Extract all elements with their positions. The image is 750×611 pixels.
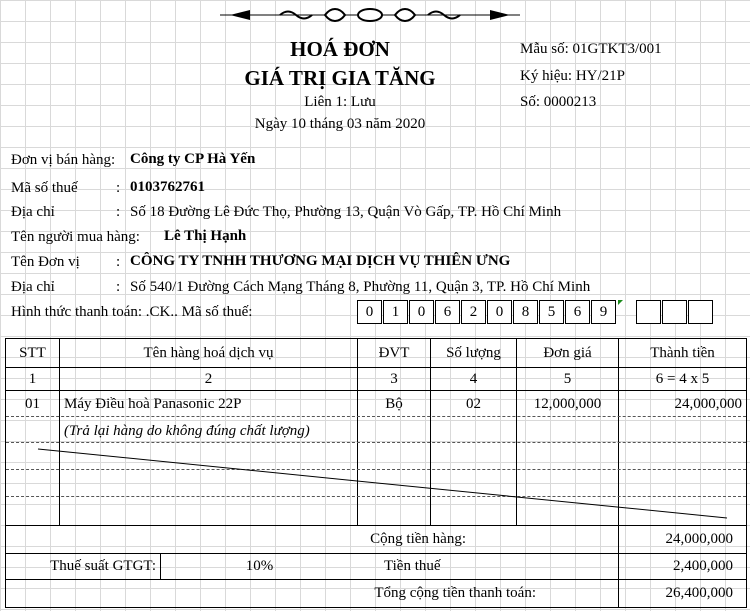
subtotal-value: 24,000,000	[665, 531, 733, 547]
item-name: Máy Điều hoà Panasonic 22P	[64, 396, 242, 412]
vat-rate-value: 10%	[245, 558, 274, 574]
index-cell: 5	[563, 371, 572, 387]
tax-digit-box: 9	[591, 300, 616, 324]
invoice-copy: Liên 1: Lưu	[304, 94, 376, 110]
tax-digit-box: 1	[383, 300, 408, 324]
buyer-address-label: Địa chỉ	[11, 279, 55, 295]
seller-address-label: Địa chỉ	[11, 204, 55, 220]
tax-digit-box: 0	[409, 300, 434, 324]
vat-value: 2,400,000	[673, 558, 733, 574]
buyer-address-colon: :	[116, 279, 121, 295]
vat-rate-label: Thuế suất GTGT:	[50, 558, 156, 574]
tax-digit-box: 5	[539, 300, 564, 324]
tax-digit-box: 6	[435, 300, 460, 324]
form-number: Mẫu số: 01GTKT3/001	[520, 41, 662, 57]
seller-tax-code: 0103762761	[130, 179, 205, 195]
item-price: 12,000,000	[533, 396, 602, 412]
tax-digit-box: 2	[461, 300, 486, 324]
col-header-amount: Thành tiền	[650, 345, 715, 361]
seller-tax-colon: :	[116, 180, 121, 196]
subtotal-label: Cộng tiền hàng:	[370, 531, 466, 547]
col-header-qty: Số lượng	[446, 345, 501, 361]
seller-tax-label: Mã số thuế	[11, 180, 78, 196]
vat-label: Tiền thuế	[384, 558, 441, 574]
seller-address-colon: :	[116, 204, 121, 220]
invoice-subtitle: GIÁ TRỊ GIA TĂNG	[244, 66, 436, 90]
index-cell: 1	[28, 371, 37, 387]
buyer-unit-colon: :	[116, 254, 121, 270]
buyer-name: Lê Thị Hạnh	[164, 228, 247, 244]
grand-total-value: 26,400,000	[665, 585, 733, 601]
tax-digit-box: 8	[513, 300, 538, 324]
buyer-unit: CÔNG TY TNHH THƯƠNG MẠI DỊCH VỤ THIÊN ƯNG	[130, 253, 511, 269]
grand-total-label: Tổng cộng tiền thanh toán:	[374, 585, 536, 601]
index-cell: 3	[390, 371, 398, 387]
item-stt: 01	[25, 396, 40, 412]
invoice-title: HOÁ ĐƠN	[290, 37, 390, 61]
seller-address: Số 18 Đường Lê Đức Thọ, Phường 13, Quận Vò Gấp, TP. Hồ Chí Minh	[130, 204, 562, 220]
tax-digit-box: 0	[487, 300, 512, 324]
col-header-unit: ĐVT	[378, 345, 410, 361]
payment-method-label: Hình thức thanh toán: .CK.. Mã số thuế:	[11, 304, 253, 320]
buyer-unit-label: Tên Đơn vị	[11, 254, 80, 270]
col-header-stt: STT	[19, 345, 46, 361]
seller-name: Công ty CP Hà Yến	[130, 151, 256, 167]
index-cell: 2	[204, 371, 213, 387]
invoice-number: Số: 0000213	[520, 94, 597, 110]
tax-digit-box: 0	[357, 300, 382, 324]
col-header-price: Đơn giá	[543, 345, 592, 361]
seller-name-label: Đơn vị bán hàng:	[11, 152, 116, 168]
item-amount: 24,000,000	[674, 396, 742, 412]
item-unit: Bộ	[385, 396, 403, 412]
index-cell: 6 = 4 x 5	[655, 371, 710, 387]
invoice-date: Ngày 10 tháng 03 năm 2020	[254, 116, 426, 132]
col-header-name: Tên hàng hoá dịch vụ	[143, 345, 274, 361]
invoice-symbol: Ký hiệu: HY/21P	[520, 68, 625, 84]
tax-digit-box: 6	[565, 300, 590, 324]
buyer-address: Số 540/1 Đường Cách Mạng Tháng 8, Phường 11, Quận 3, TP. Hồ Chí Minh	[130, 279, 591, 295]
index-cell: 4	[469, 371, 478, 387]
item-qty: 02	[466, 396, 481, 412]
item-note: (Trả lại hàng do không đúng chất lượng)	[64, 423, 310, 439]
buyer-name-label: Tên người mua hàng:	[11, 229, 140, 245]
